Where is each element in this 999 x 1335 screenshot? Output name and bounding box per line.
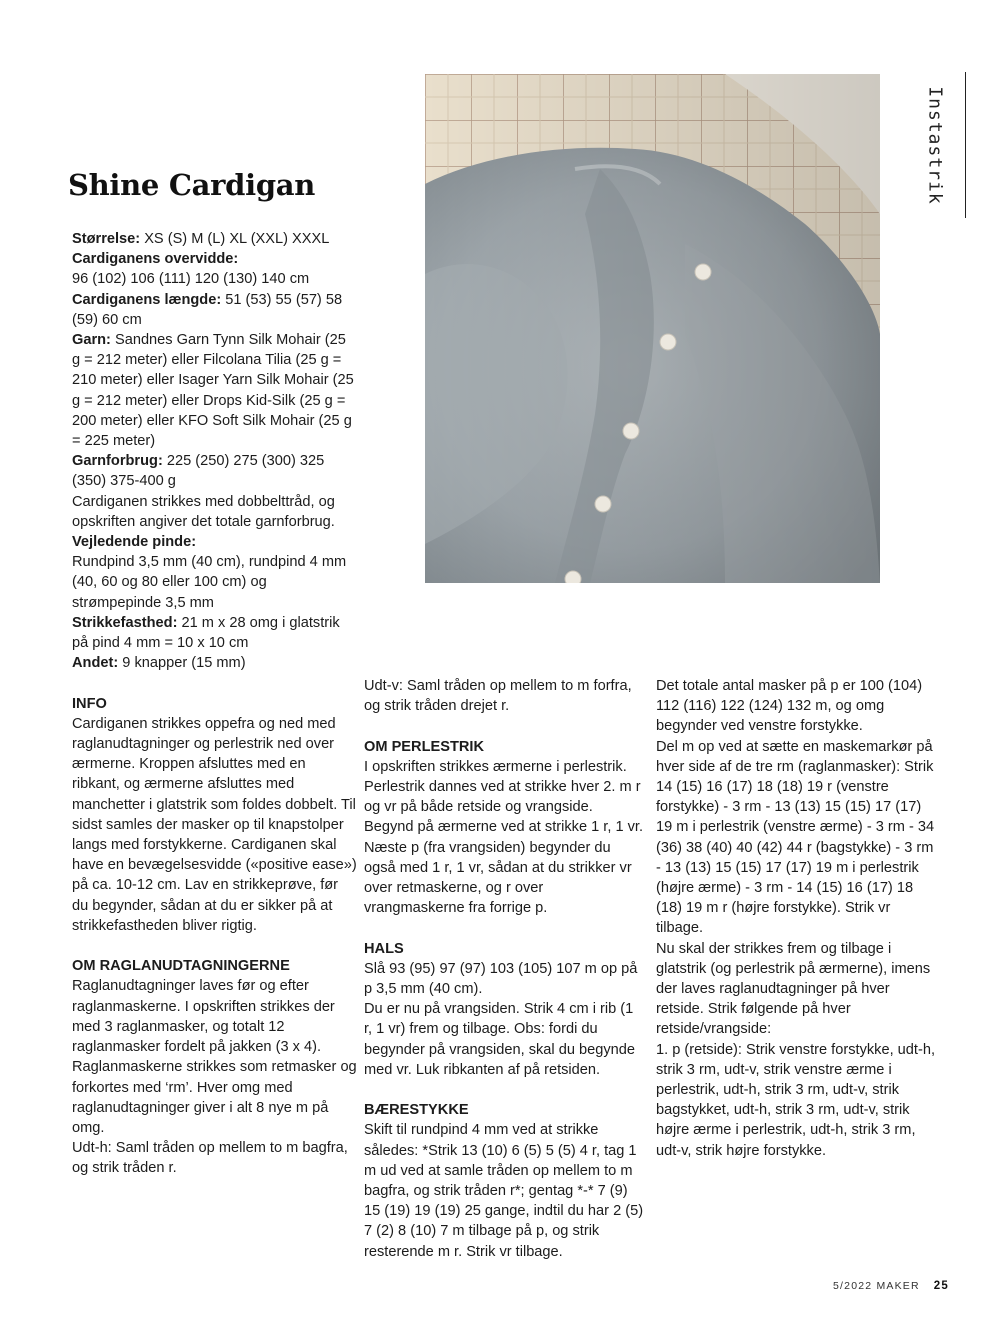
info-text: Cardiganen strikkes oppefra og ned med raglanudtagninger og perlestrik ned over ærmerne. Kroppen afsluttes med en ribkant, og ærmerne afsluttes med manchetter i glatstrik som foldes dobbelt. Til sidst samles der masker op til knapstolper langs med forstykkerne. Cardiganen skal have en bevægelsesvidde («positive ease») på ca. 10-12 cm. Lav en strikkeprøve, før du begynder, sådan at du er sikker på at strikkefastheden bliver rigtig. bbox=[72, 715, 357, 934]
info-heading: INFO bbox=[72, 695, 107, 712]
spec-yarn: Garn: Sandnes Garn Tynn Silk Mohair (25 g = 212 meter) eller Filcolana Tilia (25 g = 210 meter) eller Isager Yarn Silk Mohair (25 g = 212 meter) eller Drops Kid-Silk (25 g = 200 meter) eller KFO Soft Silk Mohair (25 g = 225 meter) bbox=[72, 332, 354, 450]
spec-needles: Vejledende pinde: bbox=[72, 534, 197, 551]
page-number: 25 bbox=[933, 1280, 949, 1292]
spec-needles-values: Rundpind 3,5 mm (40 cm), rundpind 4 mm (40, 60 og 80 eller 100 cm) og strømpepinde 3,5 mm bbox=[72, 554, 347, 611]
baerestykke-text-1: Skift til rundpind 4 mm ved at strikke således: *Strik 13 (10) 6 (5) 5 (5) 4 r, tag 1 m ud ved at samle tråden op mellem to m bagfra, og strik tråden r*; gentag *-* 7 (9) 15 (19) 19 (19) 25 gange, indtil du har 2 (5) 7 (2) 8 (10) 7 m tilbage på p, og strik resterende m r. Strik vr tilbage. bbox=[364, 1122, 644, 1260]
page-title: Shine Cardigan bbox=[68, 168, 316, 202]
baerestykke-text-3: Del m op ved at sætte en maskemarkør på hver side af de tre rm (raglanmasker): Strik 14 (15) 16 (17) 18 (18) 19 r (venstre forstykke) - 3 rm - 13 (13) 15 (15) 17 (17) 19 m i perlestrik (venstre ærme) - 3 rm - 34 (36) 38 (40) 40 (42) 44 r (bagstykke) - 3 rm - 13 (13) 15 (15) 17 (17) 19 m i perlestrik (højre ærme) - 3 rm - 14 (15) 16 (17) 18 (18) 19 m r (højre forstykke). Strik vr tilbage. bbox=[656, 738, 935, 937]
baerestykke-heading: BÆRESTYKKE bbox=[364, 1102, 469, 1119]
column-specs bbox=[72, 229, 357, 1179]
footer-issue: 5/2022 MAKER bbox=[833, 1280, 920, 1292]
section-tag-label: Instastrik bbox=[924, 85, 946, 205]
raglan-heading: OM RAGLANUDTAGNINGERNE bbox=[72, 958, 290, 975]
raglan-text: Raglanudtagninger laves før og efter raglanmaskerne. I opskriften strikkes der med 3 raglanmasker, og totalt 12 raglanmasker fordelt på jakken (3 x 4). Raglanmaskerne strikkes som retmasker og forkortes med ‘rm’. Hver omg med raglanudtagninger giver i alt 8 nye m på omg. bbox=[72, 978, 357, 1136]
raglan-udt-h: Udt-h: Saml tråden op mellem to m bagfra, og strik tråden r. bbox=[72, 1140, 348, 1177]
baerestykke-text-5: 1. p (retside): Strik venstre forstykke, udt-h, strik 3 rm, udt-v, strik venstre ærme i perlestrik, udt-h, strik 3 rm, udt-v, strik bagstykket, udt-h, strik 3 rm, udt-v, strik højre ærme i perlestrik, udt-h, strik 3 rm, udt-v, strik højre forstykke. bbox=[656, 1041, 935, 1159]
column-middle bbox=[364, 676, 644, 1262]
spec-width-values: 96 (102) 106 (111) 120 (130) 140 cm bbox=[72, 271, 310, 288]
hals-text-2: Du er nu på vrangsiden. Strik 4 cm i rib (1 r, 1 vr) frem og tilbage. Obs: fordi du begynder på vrangsiden, skal du begynde med vr. Luk ribkanten af på retsiden. bbox=[364, 1001, 635, 1078]
hals-text-1: Slå 93 (95) 97 (97) 103 (105) 107 m op på p 3,5 mm (40 cm). bbox=[364, 960, 638, 998]
column-right bbox=[656, 676, 938, 1161]
spec-length: Cardiganens længde: 51 (53) 55 (57) 58 (59) 60 cm bbox=[72, 291, 343, 328]
spec-yarn-usage: Garnforbrug: 225 (250) 275 (300) 325 (350) 375-400 g bbox=[72, 453, 325, 490]
section-tag bbox=[905, 72, 966, 218]
spec-gauge: Strikkefasthed: 21 m x 28 omg i glatstrik på pind 4 mm = 10 x 10 cm bbox=[72, 614, 340, 652]
baerestykke-text-2: Det totale antal masker på p er 100 (104) 112 (116) 122 (124) 132 m, og omg begynder ved venstre forstykke. bbox=[656, 678, 923, 735]
perlestrik-heading: OM PERLESTRIK bbox=[364, 738, 484, 755]
spec-double-thread: Cardiganen strikkes med dobbelttråd, og opskriften angiver det totale garnforbrug. bbox=[72, 493, 335, 530]
spec-size: Størrelse: XS (S) M (L) XL (XXL) XXXL bbox=[72, 231, 330, 247]
spec-width: Cardiganens overvidde: bbox=[72, 251, 239, 268]
spec-other: Andet: 9 knapper (15 mm) bbox=[72, 655, 246, 672]
baerestykke-text-4: Nu skal der strikkes frem og tilbage i glatstrik (og perlestrik på ærmerne), imens der laves raglanudtagninger på hver retside. Strik følgende på hver retside/vrangside: bbox=[656, 940, 931, 1038]
cardigan-photo bbox=[425, 74, 880, 583]
hals-heading: HALS bbox=[364, 940, 404, 957]
perlestrik-text: I opskriften strikkes ærmerne i perlestrik. Perlestrik dannes ved at strikke hver 2. m r og vr på både retside og vrangside. Begynd på ærmerne ved at strikke 1 r, 1 vr. Næste p (fra vrangsiden) begynder du også med 1 r, 1 vr, sådan at du strikker vr over retmaskerne, og r over vrangmaskerne fra forrige p. bbox=[364, 758, 644, 917]
raglan-udt-v: Udt-v: Saml tråden op mellem to m forfra, og strik tråden drejet r. bbox=[364, 678, 632, 715]
page-footer bbox=[833, 1280, 949, 1292]
